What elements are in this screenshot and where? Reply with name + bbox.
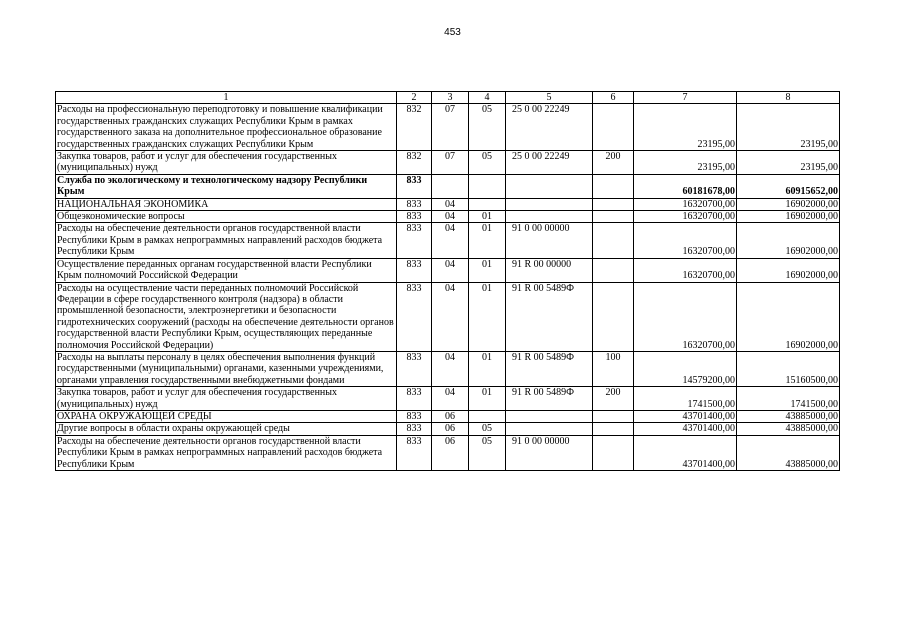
- amount-year-1: 43701400,00: [634, 435, 737, 470]
- table-row: [56, 410, 840, 422]
- header-cell: 2: [397, 92, 432, 104]
- section-code: 04: [432, 211, 469, 223]
- expense-name: Расходы на осуществление части переданных полномочий Российской Федерации в сфере государственного контроля (надзора) в области промышленной безопасности, электроэнергетики и безопасности гидротехнических сооружений (расходы на обеспечение деятельности органов государственной власти Республики Крым, осуществляющих переданные полномочия Российской Федерации): [56, 282, 397, 351]
- target-article-code: 91 R 00 5489Ф: [506, 282, 593, 351]
- grbs-code: 833: [397, 282, 432, 351]
- expense-type-code: [593, 223, 634, 258]
- amount-year-2: 23195,00: [737, 151, 840, 175]
- expense-name: ОХРАНА ОКРУЖАЮЩЕЙ СРЕДЫ: [56, 410, 397, 422]
- subsection-code: 01: [469, 387, 506, 411]
- expense-name: Закупка товаров, работ и услуг для обеспечения государственных (муниципальных) нужд: [56, 151, 397, 175]
- amount-year-1: 43701400,00: [634, 410, 737, 422]
- amount-year-1: 1741500,00: [634, 387, 737, 411]
- expense-name: Другие вопросы в области охраны окружающей среды: [56, 423, 397, 435]
- target-article-code: [506, 174, 593, 198]
- table-header-row: [56, 92, 840, 104]
- grbs-code: 833: [397, 435, 432, 470]
- expense-name: Расходы на выплаты персоналу в целях обеспечения выполнения функций государственными (муниципальными) органами, казенными учреждениями, органами управления государственными внебюджетными фондами: [56, 351, 397, 386]
- section-code: 06: [432, 410, 469, 422]
- amount-year-2: 23195,00: [737, 104, 840, 151]
- subsection-code: [469, 198, 506, 210]
- expense-name: Осуществление переданных органам государственной власти Республики Крым полномочий Российской Федерации: [56, 258, 397, 282]
- table-row: [56, 151, 840, 175]
- expense-type-code: 200: [593, 387, 634, 411]
- expense-name: НАЦИОНАЛЬНАЯ ЭКОНОМИКА: [56, 198, 397, 210]
- amount-year-1: 16320700,00: [634, 223, 737, 258]
- subsection-code: 01: [469, 282, 506, 351]
- amount-year-1: 23195,00: [634, 151, 737, 175]
- expense-name: Служба по экологическому и технологическому надзору Республики Крым: [56, 174, 397, 198]
- expense-type-code: [593, 410, 634, 422]
- amount-year-1: 43701400,00: [634, 423, 737, 435]
- target-article-code: 25 0 00 22249: [506, 104, 593, 151]
- table-row: [56, 198, 840, 210]
- amount-year-1: 23195,00: [634, 104, 737, 151]
- subsection-code: 05: [469, 423, 506, 435]
- expense-type-code: [593, 174, 634, 198]
- table-row: [56, 351, 840, 386]
- grbs-code: 833: [397, 387, 432, 411]
- target-article-code: 91 R 00 5489Ф: [506, 351, 593, 386]
- amount-year-2: 16902000,00: [737, 223, 840, 258]
- expense-type-code: [593, 211, 634, 223]
- amount-year-2: 16902000,00: [737, 258, 840, 282]
- expense-type-code: [593, 104, 634, 151]
- grbs-code: 833: [397, 351, 432, 386]
- table-row: [56, 104, 840, 151]
- header-cell: 1: [56, 92, 397, 104]
- grbs-code: 833: [397, 423, 432, 435]
- table-row: [56, 258, 840, 282]
- subsection-code: 05: [469, 435, 506, 470]
- amount-year-1: 16320700,00: [634, 258, 737, 282]
- subsection-code: 01: [469, 351, 506, 386]
- header-cell: 4: [469, 92, 506, 104]
- grbs-code: 832: [397, 104, 432, 151]
- header-cell: 7: [634, 92, 737, 104]
- section-code: 04: [432, 282, 469, 351]
- grbs-code: 832: [397, 151, 432, 175]
- table-row: [56, 223, 840, 258]
- table-row: [56, 423, 840, 435]
- expense-name: Расходы на обеспечение деятельности органов государственной власти Республики Крым в рамках непрограммных направлений расходов бюджета Республики Крым: [56, 435, 397, 470]
- section-code: 07: [432, 104, 469, 151]
- amount-year-1: 60181678,00: [634, 174, 737, 198]
- section-code: 04: [432, 351, 469, 386]
- subsection-code: [469, 174, 506, 198]
- subsection-code: 01: [469, 211, 506, 223]
- expense-type-code: [593, 423, 634, 435]
- subsection-code: 01: [469, 223, 506, 258]
- amount-year-2: 16902000,00: [737, 211, 840, 223]
- section-code: 04: [432, 387, 469, 411]
- amount-year-2: 43885000,00: [737, 410, 840, 422]
- amount-year-1: 16320700,00: [634, 211, 737, 223]
- expense-name: Расходы на профессиональную переподготовку и повышение квалификации государственных гражданских служащих Республики Крым в рамках государственного заказа на дополнительное профессиональное образование государственных гражданских служащих Республики Крым: [56, 104, 397, 151]
- target-article-code: [506, 423, 593, 435]
- amount-year-2: 60915652,00: [737, 174, 840, 198]
- amount-year-2: 16902000,00: [737, 198, 840, 210]
- expense-name: Расходы на обеспечение деятельности органов государственной власти Республики Крым в рамках непрограммных направлений расходов бюджета Республики Крым: [56, 223, 397, 258]
- subsection-code: [469, 410, 506, 422]
- section-code: 04: [432, 223, 469, 258]
- section-code: 04: [432, 198, 469, 210]
- grbs-code: 833: [397, 410, 432, 422]
- subsection-code: 01: [469, 258, 506, 282]
- amount-year-1: 16320700,00: [634, 198, 737, 210]
- amount-year-1: 14579200,00: [634, 351, 737, 386]
- expense-type-code: [593, 282, 634, 351]
- expense-name: Общеэкономические вопросы: [56, 211, 397, 223]
- table-row: [56, 387, 840, 411]
- expense-type-code: [593, 258, 634, 282]
- target-article-code: 91 R 00 00000: [506, 258, 593, 282]
- expense-type-code: [593, 198, 634, 210]
- target-article-code: 91 0 00 00000: [506, 435, 593, 470]
- section-code: 04: [432, 258, 469, 282]
- amount-year-1: 16320700,00: [634, 282, 737, 351]
- grbs-code: 833: [397, 258, 432, 282]
- expense-type-code: 200: [593, 151, 634, 175]
- header-cell: 3: [432, 92, 469, 104]
- target-article-code: 91 0 00 00000: [506, 223, 593, 258]
- target-article-code: [506, 211, 593, 223]
- amount-year-2: 16902000,00: [737, 282, 840, 351]
- section-code: [432, 174, 469, 198]
- expense-type-code: [593, 435, 634, 470]
- header-cell: 8: [737, 92, 840, 104]
- budget-table: [55, 91, 840, 471]
- section-code: 07: [432, 151, 469, 175]
- grbs-code: 833: [397, 223, 432, 258]
- target-article-code: [506, 198, 593, 210]
- header-cell: 6: [593, 92, 634, 104]
- expense-type-code: 100: [593, 351, 634, 386]
- amount-year-2: 1741500,00: [737, 387, 840, 411]
- grbs-code: 833: [397, 211, 432, 223]
- section-code: 06: [432, 435, 469, 470]
- table-row: [56, 174, 840, 198]
- subsection-code: 05: [469, 151, 506, 175]
- header-cell: 5: [506, 92, 593, 104]
- expense-name: Закупка товаров, работ и услуг для обеспечения государственных (муниципальных) нужд: [56, 387, 397, 411]
- target-article-code: 91 R 00 5489Ф: [506, 387, 593, 411]
- subsection-code: 05: [469, 104, 506, 151]
- grbs-code: 833: [397, 174, 432, 198]
- target-article-code: [506, 410, 593, 422]
- grbs-code: 833: [397, 198, 432, 210]
- table-row: [56, 435, 840, 470]
- target-article-code: 25 0 00 22249: [506, 151, 593, 175]
- table-row: [56, 211, 840, 223]
- section-code: 06: [432, 423, 469, 435]
- page-number: 453: [444, 27, 461, 38]
- amount-year-2: 15160500,00: [737, 351, 840, 386]
- table-row: [56, 282, 840, 351]
- amount-year-2: 43885000,00: [737, 435, 840, 470]
- amount-year-2: 43885000,00: [737, 423, 840, 435]
